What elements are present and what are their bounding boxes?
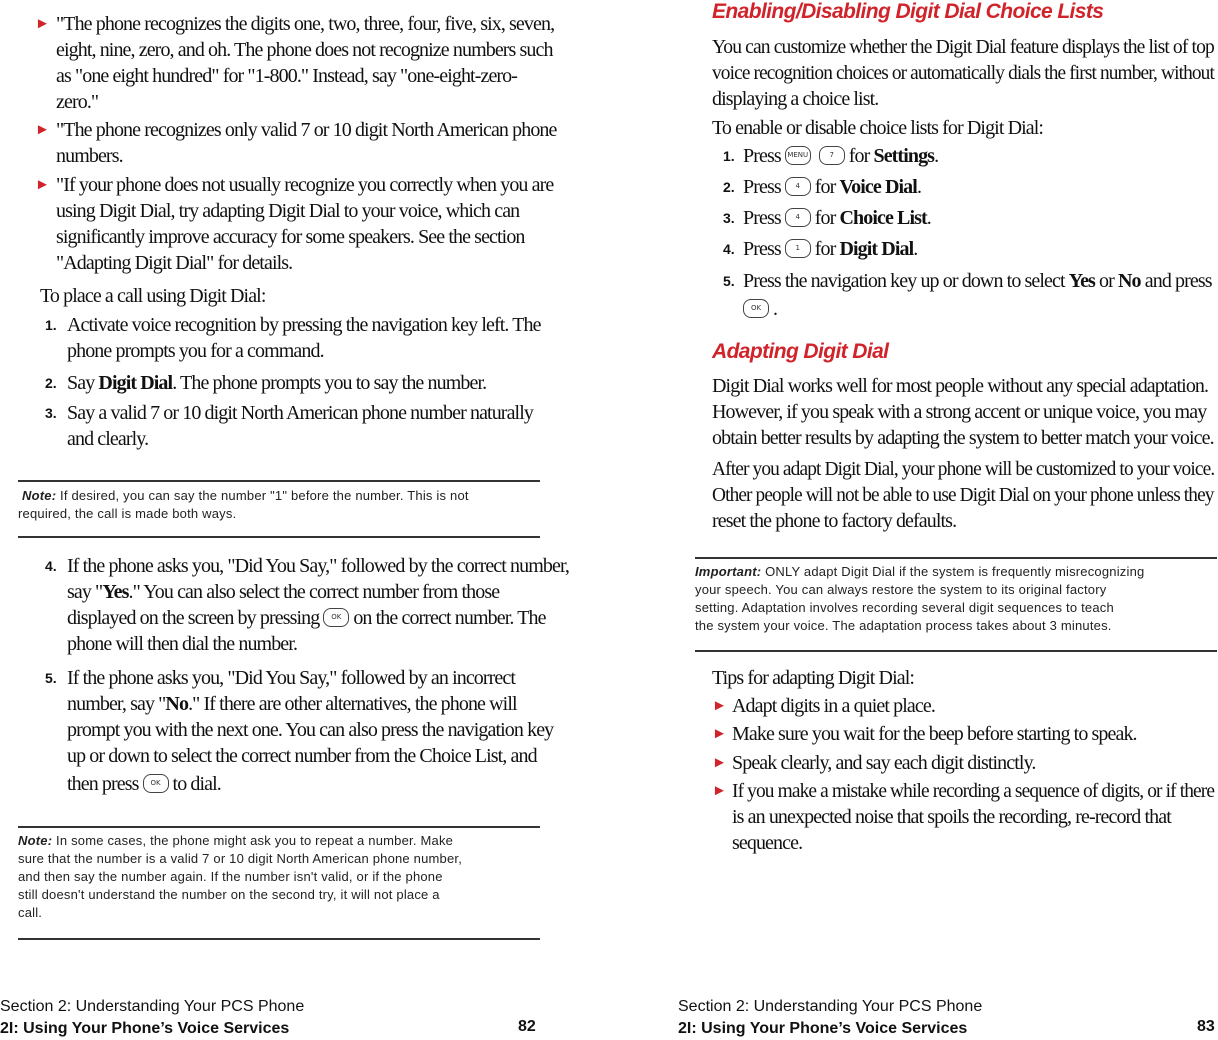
menu-term: Yes (102, 581, 129, 603)
paragraph-line: You can customize whether the Digit Dial feature displays the list of top (712, 36, 1214, 58)
important-line-1 (695, 563, 1144, 580)
step-4-line-3 (67, 605, 546, 631)
important-line-2: your speech. You can always restore the system to its original factory (695, 582, 1107, 597)
text: Say (67, 372, 99, 394)
text: . (913, 238, 918, 260)
paragraph-line: After you adapt Digit Dial, your phone will be customized to your voice. (712, 458, 1215, 480)
note-line-3: and then say the number again. If the number isn't valid, or if the phone (18, 869, 443, 884)
text: Press (743, 207, 781, 229)
step-1-line-2: phone prompts you for a command. (67, 340, 324, 362)
text: . (934, 145, 939, 167)
step-5-line-2 (743, 296, 777, 322)
paragraph-line: displaying a choice list. (712, 88, 879, 110)
bullet-arrow-icon: ► (712, 755, 727, 771)
text: Press (743, 238, 781, 260)
step-4-text (743, 236, 917, 262)
important-rule-bottom (695, 650, 1217, 652)
text: or (1094, 270, 1118, 292)
text: then press (67, 773, 139, 795)
page-number: 82 (518, 1018, 536, 1035)
menu-term: Digit Dial (98, 372, 173, 394)
paragraph-line: Other people will not be able to use Digit Dial on your phone unless they (712, 484, 1214, 506)
step-3-text (743, 205, 931, 231)
menu-term: Yes (1068, 270, 1095, 292)
text: and press (1140, 270, 1212, 292)
bullet-arrow-icon: ► (712, 783, 727, 799)
tip-line: is an unexpected noise that spoils the recording, re-record that (732, 806, 1171, 828)
menu-key-icon: MENU (785, 146, 811, 165)
step-2-text (67, 370, 486, 396)
bullet-arrow-icon: ► (35, 177, 50, 193)
menu-term: No (1118, 270, 1141, 292)
menu-term: Digit Dial (839, 238, 914, 260)
note-rule-top (18, 480, 540, 482)
tip-line: Speak clearly, and say each digit distinctly. (732, 752, 1036, 774)
bullet-arrow-icon: ► (712, 698, 727, 714)
step-1-text (743, 143, 938, 169)
bullet-3-line-2: using Digit Dial, try adapting Digit Dial to your voice, which can (56, 200, 520, 222)
intro-text: To enable or disable choice lists for Digit Dial: (712, 117, 1044, 139)
bullet-3-line-3: significantly improve accuracy for some speakers. See the section (56, 226, 525, 248)
step-number: 3. (45, 405, 57, 421)
bullet-3-line-1: "If your phone does not usually recognize you correctly when you are (56, 174, 554, 196)
step-3-line-1: Say a valid 7 or 10 digit North American phone number naturally (67, 402, 533, 424)
ok-key-icon: OK (143, 774, 169, 793)
paragraph-line: Digit Dial works well for most people without any special adaptation. (712, 375, 1209, 397)
important-line-4: the system your voice. The adaptation process takes about 3 minutes. (695, 618, 1112, 633)
step-number: 1. (45, 317, 57, 333)
text: . (773, 298, 778, 320)
note-line-2: required, the call is made both ways. (18, 506, 237, 521)
ok-key-icon: OK (743, 299, 769, 318)
note-label: Note: (22, 488, 57, 503)
one-key-icon: 1 (785, 239, 811, 258)
tip-line: sequence. (732, 832, 803, 854)
section-heading: Enabling/Disabling Digit Dial Choice Lists (712, 0, 1104, 23)
paragraph-line: voice recognition choices or automatically dials the first number, without (712, 62, 1214, 84)
menu-term: Voice Dial (839, 176, 917, 198)
note-line-2: sure that the number is a valid 7 or 10 digit North American phone number, (18, 851, 463, 866)
step-5-line-2 (67, 691, 517, 717)
tip-line: Adapt digits in a quiet place. (732, 695, 935, 717)
tips-intro: Tips for adapting Digit Dial: (712, 667, 915, 689)
step-number: 2. (45, 375, 57, 391)
tip-line: If you make a mistake while recording a sequence of digits, or if there (732, 780, 1215, 802)
footer-subsection: 2I: Using Your Phone’s Voice Services (0, 1020, 290, 1037)
paragraph-line: obtain better results by adapting the system to better match your voice. (712, 427, 1214, 449)
tip-line: Make sure you wait for the beep before starting to speak. (732, 723, 1137, 745)
text: . (916, 176, 922, 198)
step-4-line-2 (67, 579, 499, 605)
note-rule-top (18, 826, 540, 828)
footer-section: Section 2: Understanding Your PCS Phone (0, 998, 305, 1015)
step-5-line-4: up or down to select the correct number from the Choice List, and (67, 745, 537, 767)
paragraph-line: reset the phone to factory defaults. (712, 510, 957, 532)
text: say " (67, 581, 103, 603)
bullet-1-line-4: zero." (56, 91, 99, 113)
step-number: 5. (723, 273, 735, 289)
step-4-line-1: If the phone asks you, "Did You Say," followed by the correct number, (67, 555, 570, 577)
four-key-icon: 4 (785, 177, 811, 196)
bullet-1-line-3: as "one eight hundred" for "1-800." Instead, say "one-eight-zero- (56, 65, 518, 87)
text: ." You can also select the correct number from those (128, 581, 500, 603)
important-label: Important: (695, 564, 762, 579)
step-5-line-3: prompt you with the next one. You can also press the navigation key (67, 719, 554, 741)
text: for (814, 238, 836, 260)
text: number, say " (67, 693, 166, 715)
bullet-2-line-1: "The phone recognizes only valid 7 or 10 digit North American phone (56, 119, 557, 141)
text: to dial. (172, 773, 221, 795)
step-3-line-2: and clearly. (67, 428, 149, 450)
note-rule-bottom (18, 938, 540, 940)
important-rule-top (695, 557, 1217, 559)
text: displayed on the screen by pressing (67, 607, 320, 629)
text: for (814, 207, 836, 229)
text: for (814, 176, 836, 198)
bullet-arrow-icon: ► (35, 122, 50, 138)
important-line-3: setting. Adaptation involves recording several digit sequences to teach (695, 600, 1114, 615)
step-5-line-5 (67, 771, 221, 797)
text: ." If there are other alternatives, the phone will (188, 693, 517, 715)
bullet-1-line-1: "The phone recognizes the digits one, two, three, four, five, six, seven, (56, 13, 555, 35)
text: on the correct number. The (353, 607, 546, 629)
step-1-line-1: Activate voice recognition by pressing the navigation key left. The (67, 314, 541, 336)
step-number: 4. (723, 241, 735, 257)
note-line-4: still doesn't understand the number on the second try, it will not place a (18, 887, 440, 902)
intro-text: To place a call using Digit Dial: (40, 285, 266, 307)
step-number: 2. (723, 179, 735, 195)
footer-section: Section 2: Understanding Your PCS Phone (678, 998, 983, 1015)
four-key-icon: 4 (785, 208, 811, 227)
menu-term: No (165, 693, 189, 715)
paragraph-line: However, if you speak with a strong accent or unique voice, you may (712, 401, 1207, 423)
bullet-arrow-icon: ► (35, 16, 50, 32)
step-5-line-1: If the phone asks you, "Did You Say," followed by an incorrect (67, 667, 516, 689)
bullet-1-line-2: eight, nine, zero, and oh. The phone does not recognize numbers such (56, 39, 553, 61)
seven-key-icon: 7 (819, 146, 845, 165)
text: for (848, 145, 870, 167)
menu-term: Settings (873, 145, 935, 167)
bullet-arrow-icon: ► (712, 726, 727, 742)
text: If desired, you can say the number "1" before the number. This is not (56, 488, 469, 503)
bullet-3-line-4: "Adapting Digit Dial" for details. (56, 252, 293, 274)
note-rule-bottom (18, 536, 540, 538)
step-number: 5. (45, 670, 57, 686)
step-2-text (743, 174, 921, 200)
note-line-5: call. (18, 905, 43, 920)
bullet-2-line-2: numbers. (56, 145, 123, 167)
text: . The phone prompts you to say the number. (172, 372, 487, 394)
footer-subsection: 2I: Using Your Phone’s Voice Services (678, 1020, 968, 1037)
note-line-1 (18, 832, 453, 849)
section-heading: Adapting Digit Dial (712, 340, 889, 363)
text: In some cases, the phone might ask you to repeat a number. Make (52, 833, 454, 848)
page-number: 83 (1197, 1018, 1215, 1035)
step-number: 3. (723, 210, 735, 226)
text: Press (743, 145, 781, 167)
right-page (609, 0, 1218, 1040)
text: . (926, 207, 931, 229)
text: Press the navigation key up or down to select (743, 270, 1069, 292)
text: Press (743, 176, 781, 198)
text: ONLY adapt Digit Dial if the system is frequently misrecognizing (761, 564, 1145, 579)
note-label: Note: (18, 833, 53, 848)
step-5-line-1 (743, 268, 1212, 294)
note-line-1 (22, 487, 469, 504)
step-number: 4. (45, 558, 57, 574)
ok-key-icon: OK (323, 608, 349, 627)
step-number: 1. (723, 148, 735, 164)
menu-term: Choice List (839, 207, 927, 229)
step-4-line-4: phone will then dial the number. (67, 633, 298, 655)
